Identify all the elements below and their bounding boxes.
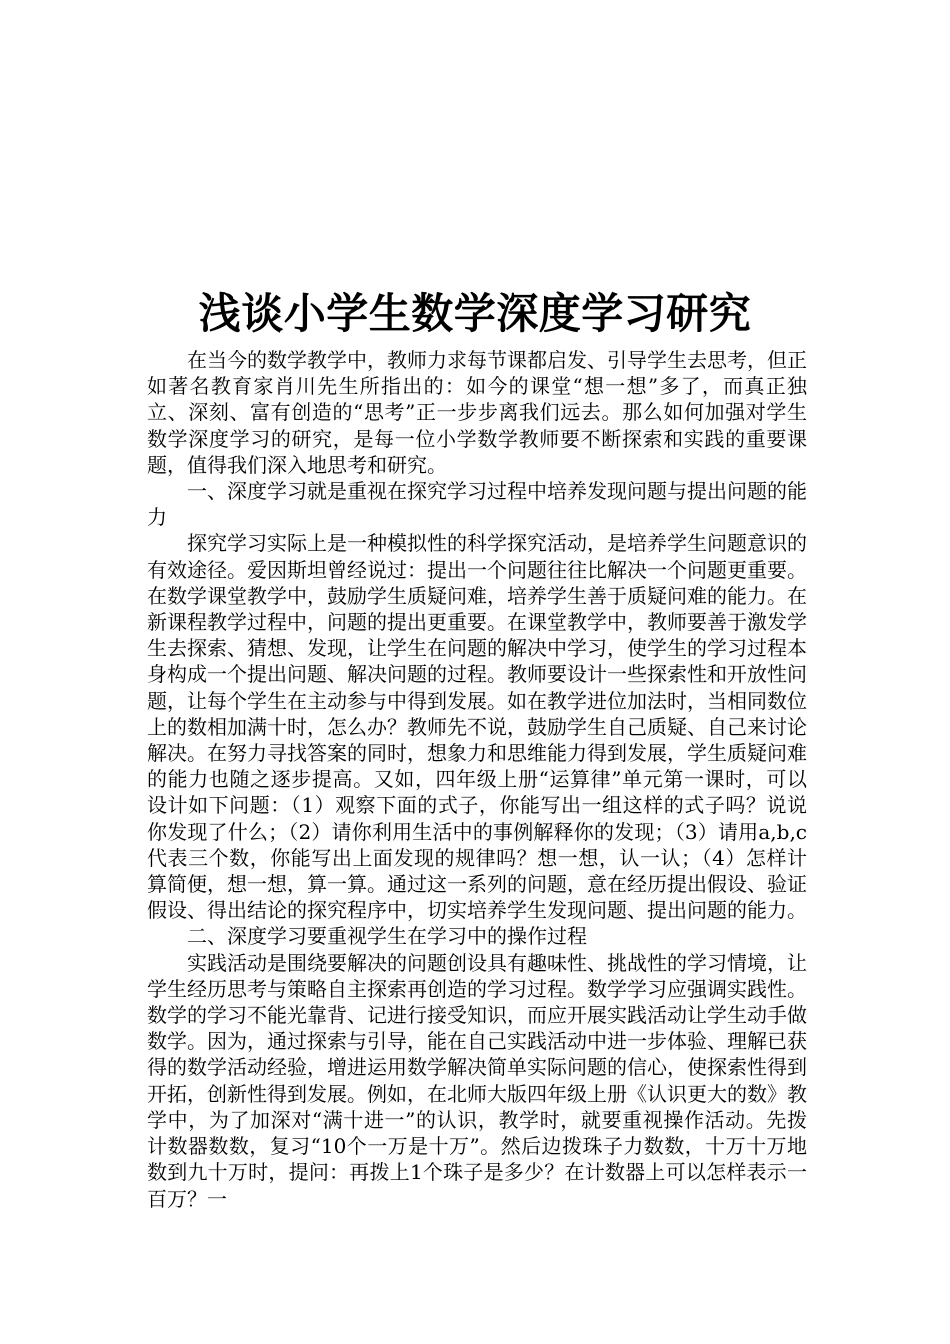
- document-body: [147, 347, 807, 1212]
- document-title: 浅谈小学生数学深度学习研究: [198, 289, 752, 338]
- intro-paragraph: 在当今的数学教学中，教师力求每节课都启发、引导学生去思考，但正如著名教育家肖川先生所指出的：如今的课堂“想一想”多了，而真正独立、深刻、富有创造的“思考”正一步步离我们远去。那么如何加强对学生数学深度学习的研究，是每一位小学数学教师要不断探索和实践的重要课题，值得我们深入地思考和研究。: [147, 348, 807, 477]
- section-heading-1: 一、深度学习就是重视在探究学习过程中培养发现问题与提出问题的能力: [147, 479, 807, 530]
- section-2-paragraph: 实践活动是围绕要解决的问题创设具有趣味性、挑战性的学习情境，让学生经历思考与策略自主探索再创造的学习过程。数学学习应强调实践性。数学的学习不能光靠背、记进行接受知识，而应开展实践活动让学生动手做数学。因为，通过探索与引导，能在自己实践活动中进一步体验、理解已获得的数学活动经验，增进运用数学解决简单实际问题的信心，使探索性得到开拓，创新性得到发展。例如，在北师大版四年级上册《认识更大的数》教学中，为了加深对“满十进一”的认识，教学时，就要重视操作活动。先拨计数器数数，复习“10个一万是十万”。然后边拨珠子力数数，十万十万地数到九十万时，提问：再拨上1个珠子是多少？在计数器上可以怎样表示一百万？一: [147, 950, 807, 1211]
- section-1-paragraph: 探究学习实际上是一种模拟性的科学探究活动，是培养学生问题意识的有效途径。爱因斯坦曾经说过：提出一个问题往往比解决一个问题更重要。在数学课堂教学中，鼓励学生质疑问难，培养学生善于质疑问难的能力。在新课程教学过程中，问题的提出更重要。在课堂教学中，教师要善于激发学生去探索、猜想、发现，让学生在问题的解决中学习，使学生的学习过程本身构成一个提出问题、解决问题的过程。教师要设计一些探索性和开放性问题，让每个学生在主动参与中得到发展。如在教学进位加法时，当相同数位上的数相加满十时，怎么办？教师先不说，鼓励学生自己质疑、自己来讨论解决。在努力寻找答案的同时，想象力和思维能力得到发展，学生质疑问难的能力也随之逐步提高。又如，四年级上册“运算律”单元第一课时，可以设计如下问题：（1）观察下面的式子，你能写出一组这样的式子吗？说说你发现了什么；（2）请你利用生活中的事例解释你的发现；（3）请用a,b,c代表三个数，你能写出上面发现的规律吗？想一想，认一认；（4）怎样计算简便，想一想，算一算。通过这一系列的问题，意在经历提出假设、验证假设、得出结论的探究程序中，切实培养学生发现问题、提出问题的能力。: [147, 531, 807, 923]
- section-heading-2: 二、深度学习要重视学生在学习中的操作过程: [187, 924, 587, 949]
